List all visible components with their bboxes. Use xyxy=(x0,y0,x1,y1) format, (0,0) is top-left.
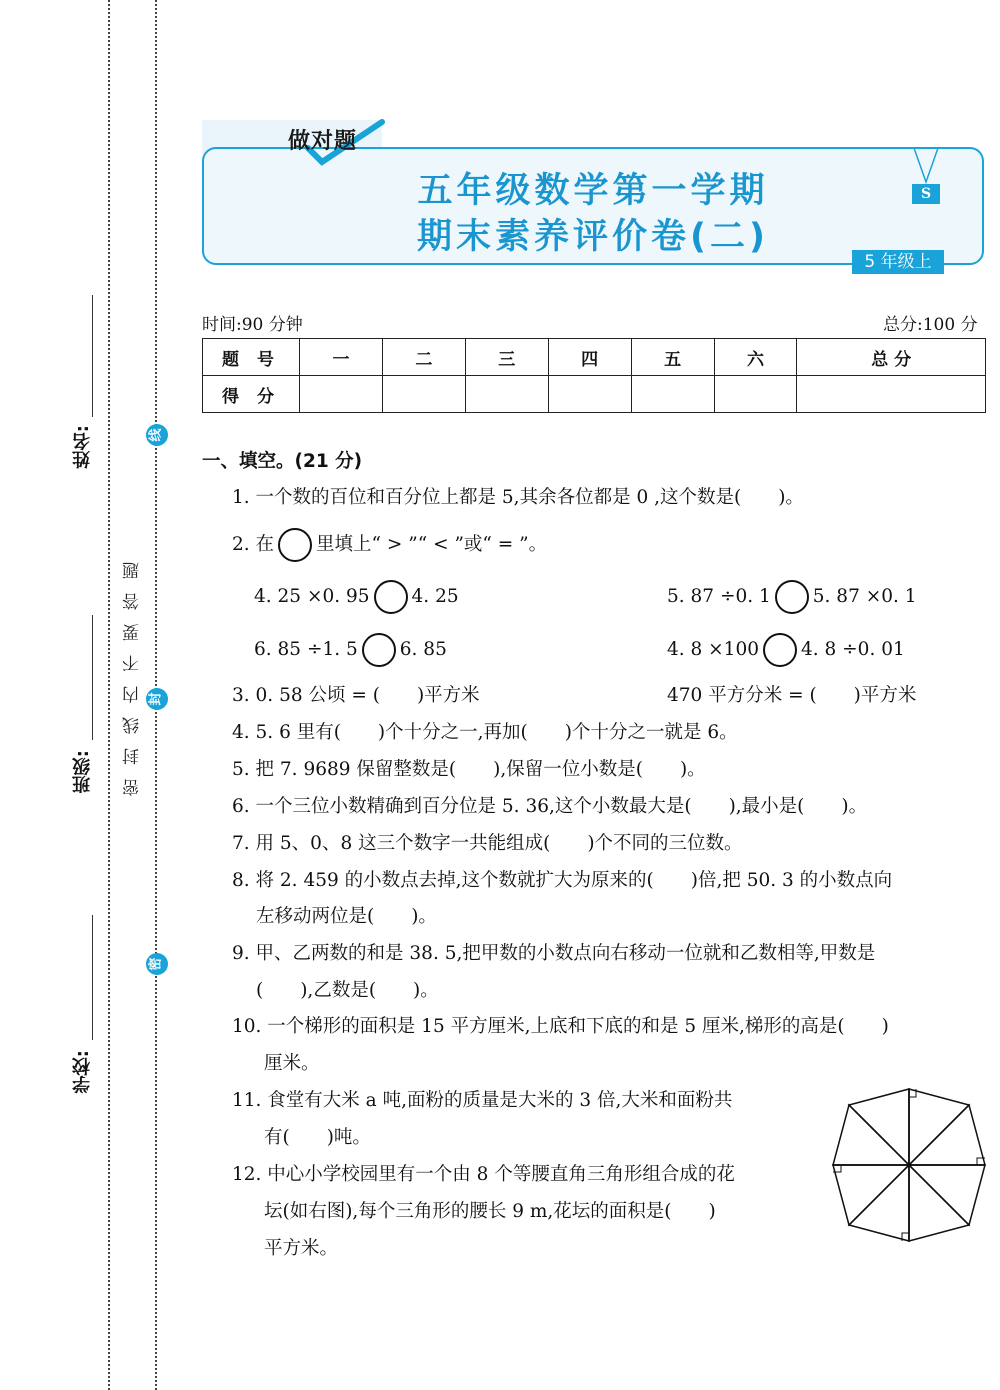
section-heading: 一、填空。(21 分) xyxy=(202,451,363,472)
compare-right: 4. 25 xyxy=(411,586,459,607)
compare-left: 5. 87 ÷0. 1 xyxy=(667,586,771,607)
table-row xyxy=(203,376,986,413)
question-11-line1: 11. 食堂有大米 a 吨,面粉的质量是大米的 3 倍,大米和面粉共 xyxy=(232,1090,733,1111)
answer-circle[interactable] xyxy=(362,633,396,667)
column-header: 六 xyxy=(714,339,797,376)
school-label: 学校: xyxy=(72,1050,93,1094)
question-8-line1: 8. 将 2. 459 的小数点去掉,这个数就扩大为原来的( )倍,把 50. 3 的小数点向 xyxy=(232,870,893,891)
score-cell[interactable] xyxy=(382,376,465,413)
column-header: 总 分 xyxy=(797,339,986,376)
question-number-header: 题 号 xyxy=(203,339,300,376)
question-10-line2: 厘米。 xyxy=(264,1053,320,1074)
score-cell[interactable] xyxy=(714,376,797,413)
seal-seal-badge: 封 xyxy=(146,688,168,710)
score-table xyxy=(202,338,986,413)
question-2-text-a: 2. 在 xyxy=(232,534,275,555)
answer-circle[interactable] xyxy=(775,580,809,614)
class-blank-line xyxy=(92,615,93,740)
question-3b: 470 平方分米 = ( )平方米 xyxy=(667,685,917,706)
total-score-info: 总分:100 分 xyxy=(883,315,978,335)
time-info: 时间:90 分钟 xyxy=(202,315,303,335)
question-9-line1: 9. 甲、乙两数的和是 38. 5,把甲数的小数点向右移动一位就和乙数相等,甲数是 xyxy=(232,943,876,964)
column-header: 三 xyxy=(465,339,548,376)
answer-circle[interactable] xyxy=(278,528,312,562)
column-header: 一 xyxy=(300,339,383,376)
question-9-line2: ( ),乙数是( )。 xyxy=(256,980,439,1001)
question-7: 7. 用 5、0、8 这三个数字一共能组成( )个不同的三位数。 xyxy=(232,833,743,854)
seal-notice: 密封线内不要答题 xyxy=(123,548,143,796)
answer-circle[interactable] xyxy=(763,633,797,667)
score-row-header: 得 分 xyxy=(203,376,300,413)
question-1: 1. 一个数的百位和百分位上都是 5,其余各位都是 0 ,这个数是( )。 xyxy=(232,487,804,508)
question-3a: 3. 0. 58 公顷 = ( )平方米 xyxy=(232,685,480,706)
tag-hanger-icon xyxy=(912,148,940,184)
compare-item-4 xyxy=(667,633,905,667)
question-10-line1: 10. 一个梯形的面积是 15 平方厘米,上底和下底的和是 5 厘米,梯形的高是( ) xyxy=(232,1016,889,1037)
grade-tag: 5 年级上 xyxy=(852,250,944,274)
compare-right: 4. 8 ÷0. 01 xyxy=(801,639,905,660)
seal-line-badge: 线 xyxy=(146,424,168,446)
question-11-line2: 有( )吨。 xyxy=(264,1127,371,1148)
question-6: 6. 一个三位小数精确到百分位是 5. 36,这个小数最大是( ),最小是( )。 xyxy=(232,796,868,817)
question-12-line3: 平方米。 xyxy=(264,1238,339,1259)
score-cell[interactable] xyxy=(300,376,383,413)
class-label: 班级: xyxy=(72,750,93,794)
pinwheel-figure xyxy=(828,1088,990,1246)
question-4: 4. 5. 6 里有( )个十分之一,再加( )个十分之一就是 6。 xyxy=(232,722,738,743)
school-blank-line xyxy=(92,915,93,1040)
question-2-text-b: 里填上“ > ”“ < ”或“ = ”。 xyxy=(316,534,548,555)
compare-right: 6. 85 xyxy=(399,639,447,660)
answer-circle[interactable] xyxy=(374,580,408,614)
edition-s-tag: S xyxy=(912,184,940,204)
column-header: 五 xyxy=(631,339,714,376)
compare-item-3 xyxy=(254,633,447,667)
name-blank-line xyxy=(92,295,93,417)
question-12-line2: 坛(如右图),每个三角形的腰长 9 m,花坛的面积是( ) xyxy=(264,1201,716,1222)
exam-title-line1: 五年级数学第一学期 xyxy=(417,171,769,211)
column-header: 四 xyxy=(548,339,631,376)
score-cell[interactable] xyxy=(797,376,986,413)
question-8-line2: 左移动两位是( )。 xyxy=(256,906,437,927)
exam-title-line2: 期末素养评价卷(二) xyxy=(417,217,769,257)
score-cell[interactable] xyxy=(631,376,714,413)
question-2 xyxy=(232,528,547,562)
seal-dense-badge: 密 xyxy=(146,953,168,975)
table-row xyxy=(203,339,986,376)
compare-left: 4. 8 ×100 xyxy=(667,639,759,660)
compare-right: 5. 87 ×0. 1 xyxy=(812,586,917,607)
score-cell[interactable] xyxy=(465,376,548,413)
compare-item-2 xyxy=(667,580,917,614)
compare-left: 4. 25 ×0. 95 xyxy=(254,586,370,607)
score-cell[interactable] xyxy=(548,376,631,413)
brand-logo-text: 做对题 xyxy=(288,129,358,154)
question-5: 5. 把 7. 9689 保留整数是( ),保留一位小数是( )。 xyxy=(232,759,706,780)
binding-dotted-line-outer xyxy=(108,0,110,1390)
name-label: 姓名: xyxy=(72,425,93,469)
compare-left: 6. 85 ÷1. 5 xyxy=(254,639,358,660)
compare-item-1 xyxy=(254,580,459,614)
column-header: 二 xyxy=(382,339,465,376)
question-12-line1: 12. 中心小学校园里有一个由 8 个等腰直角三角形组合成的花 xyxy=(232,1164,735,1185)
